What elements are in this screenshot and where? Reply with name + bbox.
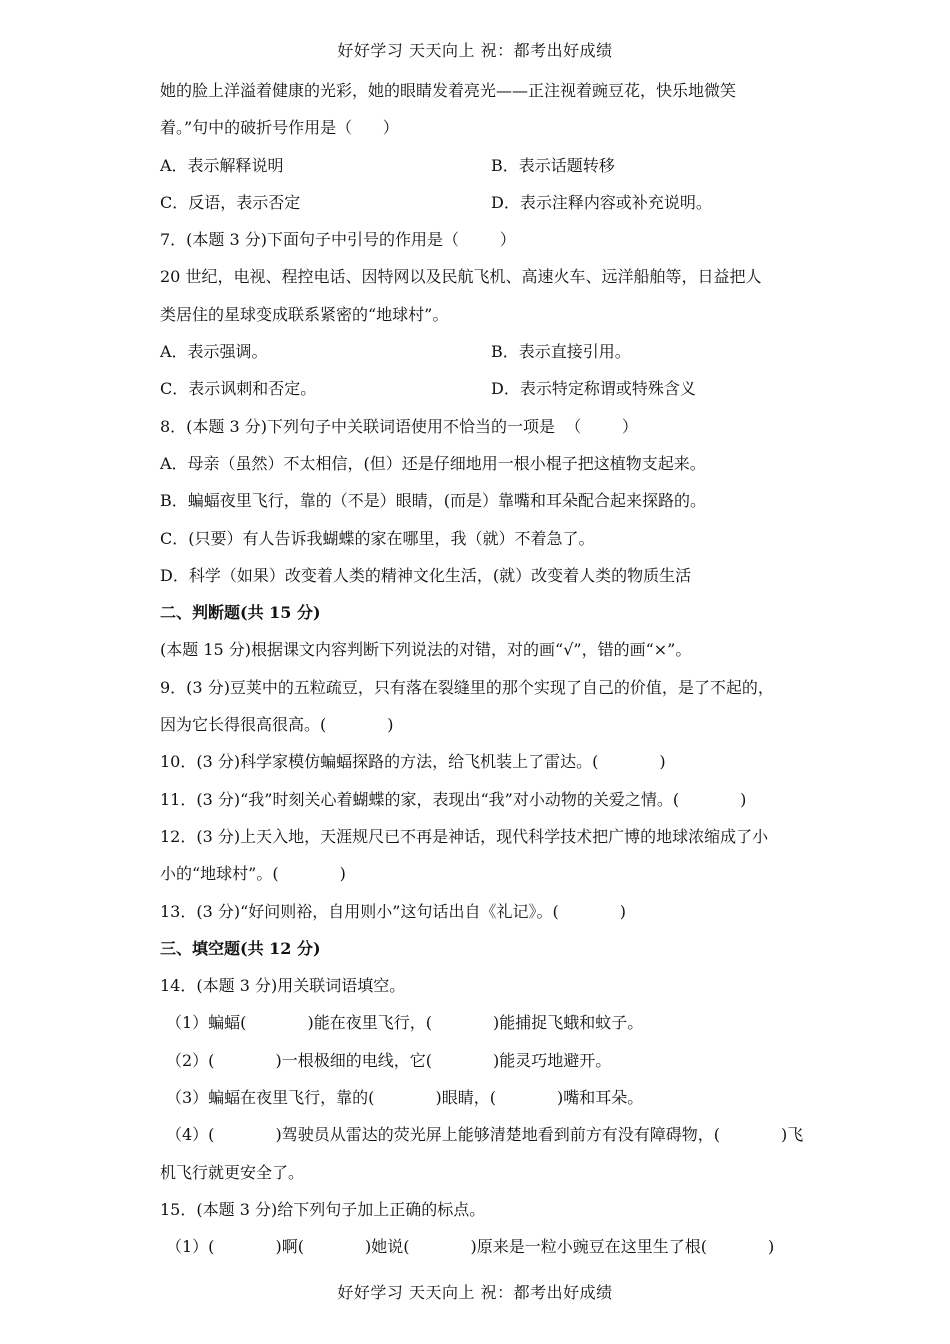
answer-option: C．表示讽刺和否定。 [160,379,317,399]
page-footer: 好好学习 天天向上 祝：都考出好成绩 [337,1283,613,1302]
text-line: （2）( )一根极细的电线，它( )能灵巧地避开。 [166,1050,612,1070]
text-line: 着。”句中的破折号作用是（ ） [160,118,399,138]
answer-option: A．表示强调。 [160,342,268,362]
text-line: (本题 15 分)根据课文内容判断下列说法的对错，对的画“√”，错的画“×”。 [160,640,692,660]
text-line: 她的脸上洋溢着健康的光彩，她的眼睛发着亮光——正注视着豌豆花，快乐地微笑 [160,81,737,100]
text-line: 13．(3 分)“好问则裕，自用则小”这句话出自《礼记》。( ) [160,901,626,921]
answer-option: B．表示话题转移 [491,155,615,175]
answer-option: C．反语，表示否定 [160,192,301,212]
answer-options-row [160,333,820,370]
text-line: 7．(本题 3 分)下面句子中引号的作用是（ ） [160,230,516,250]
text-line: （3）蝙蝠在夜里飞行，靠的( )眼睛，( )嘴和耳朵。 [166,1088,644,1108]
answer-option: D．表示特定称谓或特殊含义 [491,379,696,399]
text-line: D．科学（如果）改变着人类的精神文化生活，(就）改变着人类的物质生活 [160,565,692,585]
text-line: B．蝙蝠夜里飞行，靠的（不是）眼睛，(而是）靠嘴和耳朵配合起来探路的。 [160,491,707,511]
section-heading: 三、填空题(共 12 分) [160,938,321,958]
document-body [160,72,820,1266]
text-line: 因为它长得很高很高。( ) [160,715,394,735]
text-line: C．(只要）有人告诉我蝴蝶的家在哪里，我（就）不着急了。 [160,528,595,548]
answer-options-row [160,184,820,221]
answer-options-row [160,147,820,184]
text-line: （1）( )啊( )她说( )原来是一粒小豌豆在这里生了根( ) [166,1237,775,1257]
text-line: （1）蝙蝠( )能在夜里飞行，( )能捕捉飞蛾和蚊子。 [166,1013,644,1033]
text-line: 9．(3 分)豆荚中的五粒疏豆，只有落在裂缝里的那个实现了自己的价值，是了不起的， [160,677,774,697]
page-header: 好好学习 天天向上 祝：都考出好成绩 [337,41,613,60]
answer-option: A．表示解释说明 [160,155,284,175]
text-line: 14．(本题 3 分)用关联词语填空。 [160,976,406,996]
text-line: 类居住的星球变成联系紧密的“地球村”。 [160,304,449,324]
text-line: 小的“地球村”。( ) [160,864,346,884]
answer-option: D．表示注释内容或补充说明。 [491,192,712,212]
text-line: 8．(本题 3 分)下列句子中关联词语使用不恰当的一项是 （ ） [160,416,638,436]
text-line: A．母亲（虽然）不太相信，(但）还是仔细地用一根小棍子把这植物支起来。 [160,453,706,473]
answer-options-row [160,370,820,407]
text-line: 15．(本题 3 分)给下列句子加上正确的标点。 [160,1199,486,1219]
text-line: 11．(3 分)“我”时刻关心着蝴蝶的家，表现出“我”对小动物的关爱之情。( ) [160,789,747,809]
text-line: 10．(3 分)科学家模仿蝙蝠探路的方法，给飞机装上了雷达。( ) [160,752,666,772]
text-line: （4）( )驾驶员从雷达的荧光屏上能够清楚地看到前方有没有障碍物，( )飞 [166,1125,804,1145]
answer-option: B．表示直接引用。 [491,342,631,362]
text-line: 12．(3 分)上天入地，天涯规尺已不再是神话，现代科学技术把广博的地球浓缩成了小 [160,826,769,846]
text-line: 20 世纪，电视、程控电话、因特网以及民航飞机、高速火车、远洋船舶等，日益把人 [160,267,762,287]
section-heading: 二、判断题(共 15 分) [160,603,321,623]
text-line: 机飞行就更安全了。 [160,1162,305,1182]
